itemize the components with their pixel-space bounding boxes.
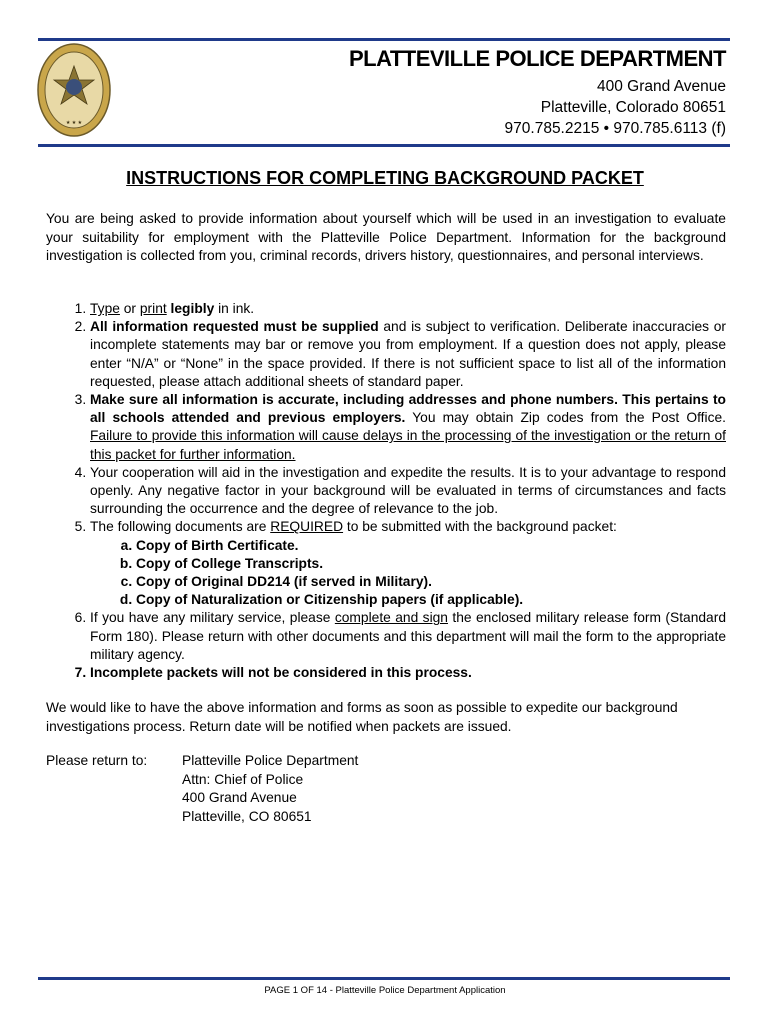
address-street: 400 Grand Avenue	[597, 78, 726, 95]
required-document: a. Copy of Birth Certificate.	[136, 537, 726, 555]
footer-rule	[38, 977, 730, 980]
required-document: d. Copy of Naturalization or Citizenship papers (if applicable).	[136, 591, 726, 609]
header-top-rule	[38, 38, 730, 41]
list-item: 4. Your cooperation will aid in the investigation and expedite the results. It is to your advantage to respond openly. Any negative factor in your background will be evaluated in terms of circumstances and facts surrounding the occurrence and the degree of relevance to the job.	[90, 464, 726, 519]
list-item: 7. Incomplete packets will not be considered in this process.	[90, 664, 726, 682]
instruction-list	[46, 300, 726, 682]
required-document: b. Copy of College Transcripts.	[136, 555, 726, 573]
return-address: Platteville Police Department Attn: Chief of Police 400 Grand Avenue Platteville, CO 80651	[182, 753, 359, 824]
page-title: INSTRUCTIONS FOR COMPLETING BACKGROUND PACKET	[126, 168, 644, 188]
return-to-label: Please return to:	[46, 753, 148, 768]
list-item: 1. Type or print legibly in ink.	[90, 300, 726, 318]
list-item: 3. Make sure all information is accurate, including addresses and phone numbers. This pertains to all schools attended and previous employers. You may obtain Zip codes from the Post Office. Failure to provide this information will cause delays in the processing of the investigation or the return of this packet for further information.	[90, 391, 726, 464]
list-item: 6. If you have any military service, please complete and sign the enclosed military release form (Standard Form 180). Please return with other documents and this department will mail the form to the appropriate military agency.	[90, 609, 726, 664]
header-bottom-rule	[38, 144, 730, 147]
police-badge-logo	[36, 42, 112, 138]
list-item: 2. All information requested must be supplied and is subject to verification. Deliberate inaccuracies or incomplete statements may bar or remove you from employment. If a question does not apply, please enter “N/A” or “None” in the space provided. If there is not sufficient space to list all of the information requested, please attach additional sheets of standard paper.	[90, 318, 726, 391]
svg-text:★ ★ ★: ★ ★ ★	[65, 120, 83, 126]
intro-paragraph: You are being asked to provide information about yourself which will be used in an investigation to evaluate your suitability for employment with the Platteville Police Department. Information for the background investigation is collected from you, criminal records, drivers history, questionnaires, and personal interviews.	[46, 211, 726, 263]
phone-fax: 970.785.2215 • 970.785.6113 (f)	[504, 120, 726, 137]
required-document: c. Copy of Original DD214 (if served in Military).	[136, 573, 726, 591]
address-city: Platteville, Colorado 80651	[540, 99, 726, 116]
letterhead	[349, 46, 726, 139]
department-name: PLATTEVILLE POLICE DEPARTMENT	[348, 46, 726, 71]
closing-paragraph: We would like to have the above information and forms as soon as possible to expedite our background investigations process. Return date will be notified when packets are issued.	[46, 700, 678, 734]
list-item: 5. The following documents are REQUIRED to be submitted with the background packet: a. Copy of Birth Certificate. b. Copy of College Transcripts. c. Copy of Original DD214 (if served in Military). d. Copy of Naturalization or Citizenship papers (if applicable).	[90, 518, 726, 609]
page-footer: PAGE 1 OF 14 - Platteville Police Department Application	[264, 985, 506, 996]
required-documents-list	[90, 537, 726, 610]
